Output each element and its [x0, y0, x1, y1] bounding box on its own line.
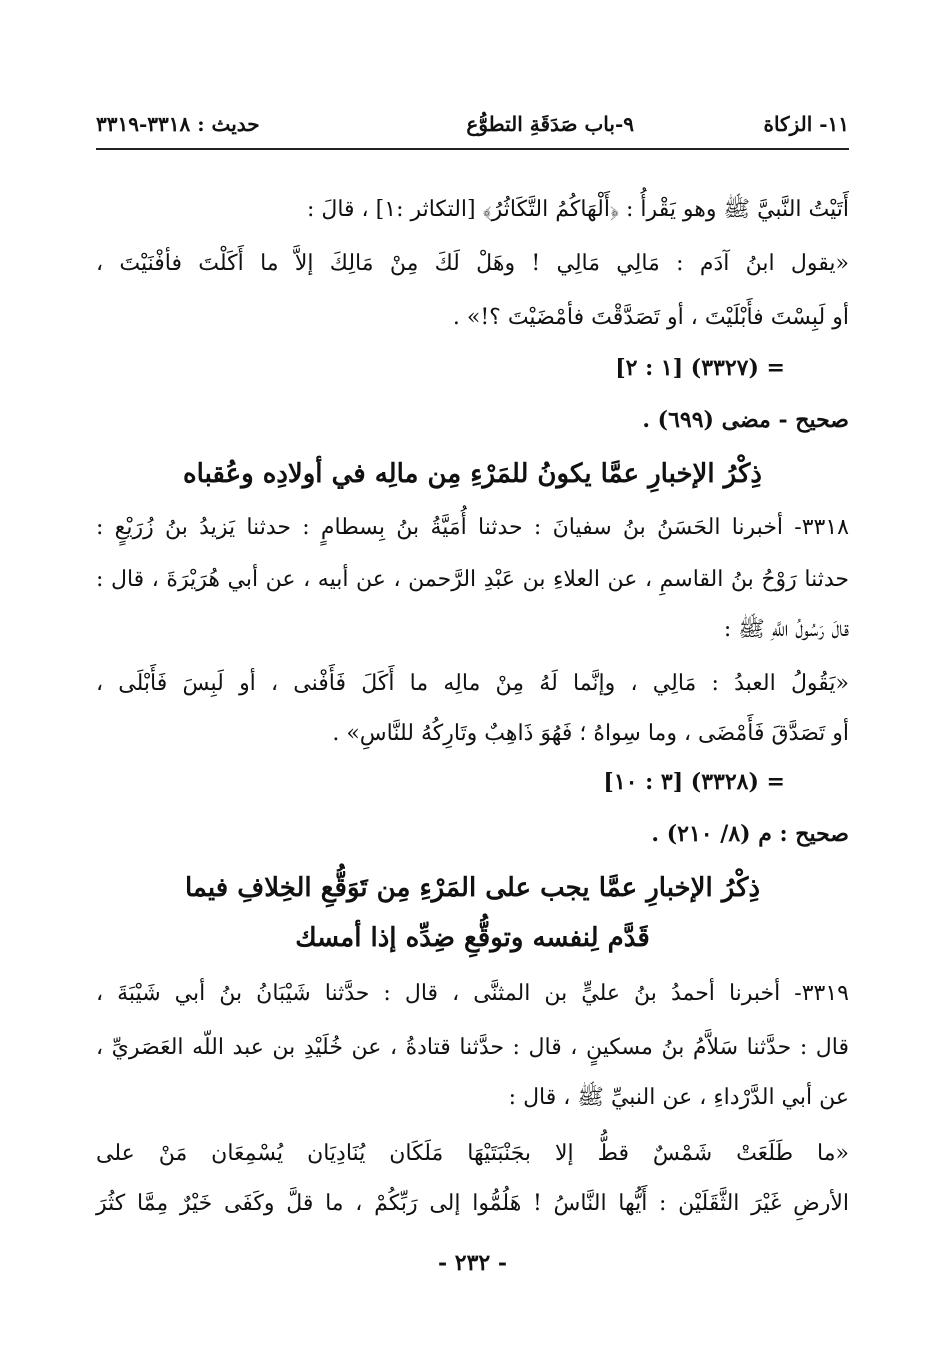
header-book-title: ١١- الزكاة [763, 112, 849, 136]
header-chapter-title: ٩-باب صَدَقَةِ التطوُّع [466, 112, 634, 136]
text-line: ٣٣١٨- أخبرنا الحَسَنُ بنُ سفيانَ : حدثنا أُمَيَّةُ بنُ بِسطامٍ : حدثنا يَزيدُ بنُ زُرَيْعٍ : [96, 515, 849, 540]
text-line: ٣٣١٩- أخبرنا أحمدُ بنُ عليٍّ بن المثنَّى ، قال : حدَّثنا شَيْبَانُ بنُ أبي شَيْبَةَ ، [96, 981, 849, 1006]
running-header [96, 112, 849, 146]
grading-line: صحيح : م (٨/ ٢١٠) . [651, 821, 849, 847]
text-line: «ما طَلَعَتْ شَمْسٌ قطُّ إلا بجَنْبَتَيْهَا مَلَكَان يُنَادِيَان يُسْمِعَان مَنْ على [96, 1141, 849, 1166]
section-title-line-1: ذِكْرُ الإخبارِ عمَّا يجب على المَرْءِ مِن تَوَقُّعِ الخِلافِ فيما [184, 873, 761, 903]
text-line: أو لَبِسْتَ فأَبْلَيْتَ ، أو تَصَدَّقْتَ فأمْضَيْتَ ؟!» . [452, 305, 849, 330]
text-line: أَتَيْتُ النَّبيَّ ﷺ وهو يَقْرأُ : ﴿أَلْهَاكُمُ التَّكَاثُرُ﴾ [التكاثر :١] ، قالَ : [306, 197, 849, 222]
section-title-line-2: قَدَّم لِنفسه وتوقُّعِ ضِدِّه إذا أمسك [295, 923, 650, 953]
text-line: حدثنا رَوْحُ بنُ القاسمِ ، عن العلاءِ بن عَبْدِ الرَّحمن ، عن أبيه ، عن أبي هُرَيْرَةَ ، قال : [96, 567, 849, 592]
text-line: عن أبي الدَّرْداءِ ، عن النبيِّ ﷺ ، قال : [508, 1085, 849, 1110]
reference-line: = (٣٣٢٨) [٣ : ١٠] [603, 769, 785, 795]
grading-line: صحيح - مضى (٦٩٩) . [642, 407, 849, 433]
reference-line: = (٣٣٢٧) [١ : ٢] [615, 355, 785, 381]
page-number: - ٢٣٢ - [437, 1250, 508, 1276]
text-line: «يقول ابنُ آدَم : مَالِي مَالِي ! وهَلْ لَكَ مِنْ مَالِكَ إلاَّ ما أَكَلْتَ فأفْنَيْتَ ، [96, 251, 849, 276]
text-line: قال : حدَّثنا سَلاَّمُ بنُ مسكينٍ ، قال : حدَّثنا قتادةُ ، عن خُلَيْدِ بن عبد اللّه العَصَريِّ ، [96, 1035, 849, 1060]
text-line: الأرضِ غَيْرَ الثَّقَلَيْن : أَيُّها النَّاسُ ! هَلُمُّوا إلى رَبِّكُمْ ، ما قلَّ وكَفَى خَيْرٌ مِمَّا كثُرَ [96, 1191, 849, 1216]
header-hadith-range: حديث : ٣٣١٨-٣٣١٩ [96, 112, 260, 136]
text-line: «يَقُولُ العبدُ : مَالِي ، وإنَّما لَهُ مِنْ مالِه ما أَكَلَ فَأَفْنى ، أو لَبِسَ فَأَبْلَى ، [96, 671, 849, 696]
text-line: أو تَصَدَّقَ فَأَمْضَى ، وما سِواهُ ؛ فَهُوَ ذَاهِبٌ وتَارِكُهُ للنَّاسِ» . [332, 721, 849, 746]
text-line: قالَ رَسُولُ اللَّهِ ﷺ : [723, 617, 849, 642]
header-divider [96, 148, 849, 150]
section-title: ذِكْرُ الإخبارِ عمَّا يكونُ للمَرْءِ مِن مالِه في أولادِه وعُقباه [183, 459, 762, 489]
